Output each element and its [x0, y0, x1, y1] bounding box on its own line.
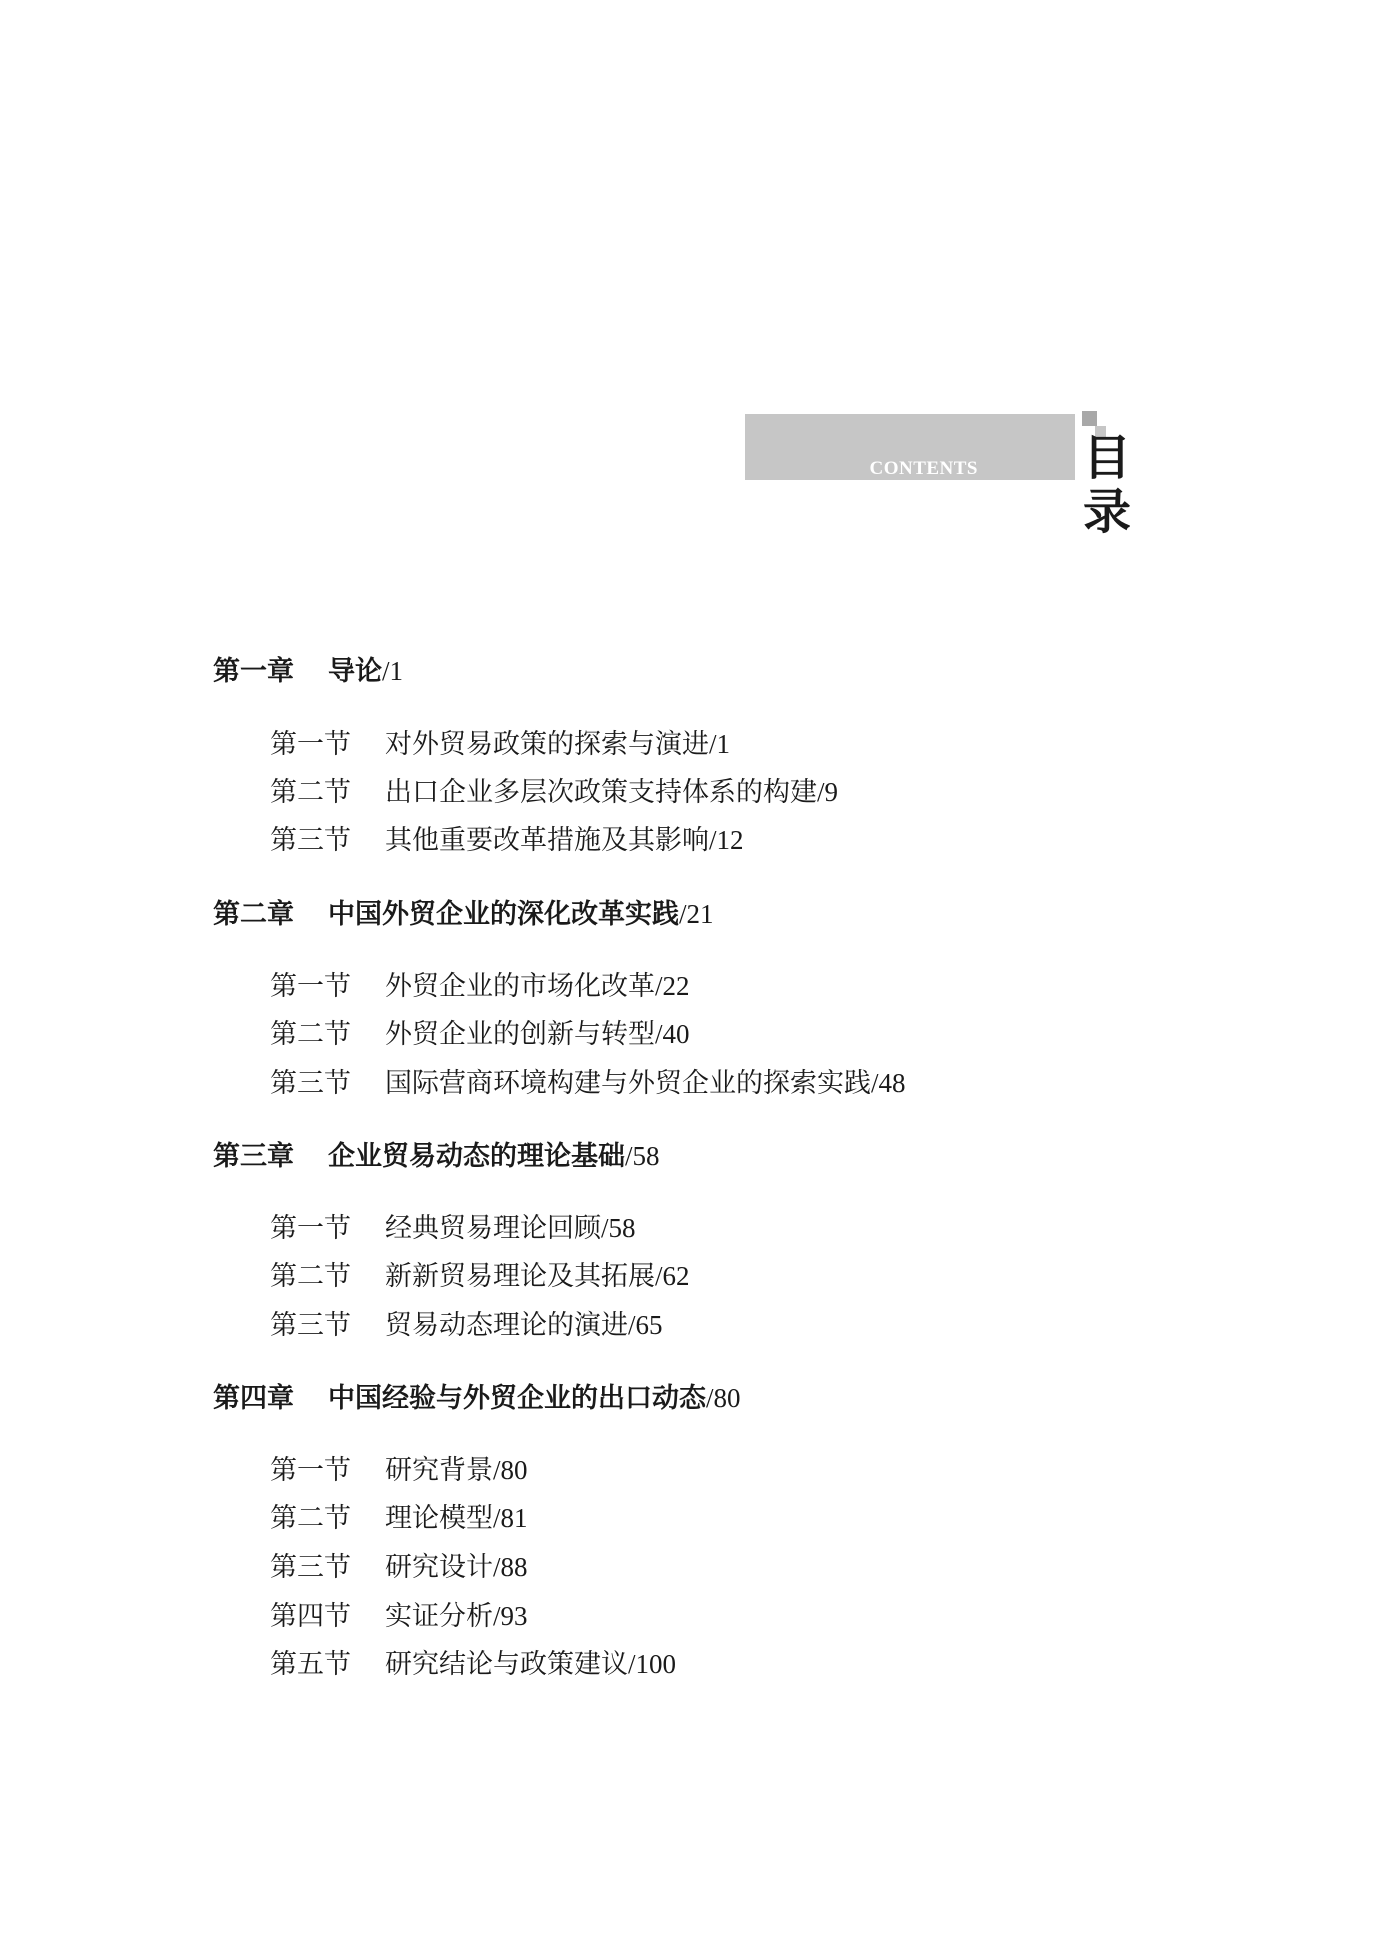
page-number: /80: [493, 1455, 528, 1485]
page-number: /93: [493, 1601, 528, 1631]
toc-header: [745, 411, 1172, 540]
section-title: 研究设计: [385, 1552, 493, 1583]
section-number: 第四节: [270, 1601, 351, 1632]
section-number: 第一节: [270, 971, 351, 1002]
page-number: /40: [655, 1019, 690, 1049]
section-number: 第一节: [270, 729, 351, 760]
section-title: 对外贸易政策的探索与演进: [385, 729, 709, 760]
section-number: 第一节: [270, 1213, 351, 1244]
page-number: /58: [601, 1213, 636, 1243]
section-number: 第二节: [270, 1261, 351, 1292]
toc-chapter-entry[interactable]: [213, 1140, 660, 1173]
page-number: /81: [493, 1503, 528, 1533]
section-title: 研究背景: [385, 1455, 493, 1486]
toc-chapter-entry[interactable]: [213, 1382, 741, 1415]
page-number: /65: [628, 1310, 663, 1340]
page-number: /21: [679, 899, 714, 929]
page-number: /88: [493, 1552, 528, 1582]
toc-section-entry[interactable]: [270, 1067, 906, 1100]
page-number: /48: [871, 1068, 906, 1098]
section-title: 经典贸易理论回顾: [385, 1213, 601, 1244]
decorative-square: [1082, 411, 1097, 426]
toc-section-entry[interactable]: [270, 1309, 663, 1342]
toc-chapter-entry[interactable]: [213, 898, 714, 931]
section-number: 第二节: [270, 777, 351, 808]
toc-section-entry[interactable]: [270, 824, 744, 857]
section-title: 外贸企业的创新与转型: [385, 1019, 655, 1050]
section-number: 第五节: [270, 1649, 351, 1680]
section-number: 第二节: [270, 1503, 351, 1534]
section-number: 第二节: [270, 1019, 351, 1050]
section-title: 理论模型: [385, 1503, 493, 1534]
page-number: /80: [706, 1383, 741, 1413]
section-title: 新新贸易理论及其拓展: [385, 1261, 655, 1292]
toc-section-entry[interactable]: [270, 1018, 690, 1051]
chapter-number: 第三章: [213, 1141, 294, 1172]
toc-section-entry[interactable]: [270, 1600, 528, 1633]
toc-section-entry[interactable]: [270, 728, 730, 761]
toc-section-entry[interactable]: [270, 1454, 528, 1487]
toc-section-entry[interactable]: [270, 1648, 676, 1681]
chapter-number: 第四章: [213, 1383, 294, 1414]
toc-section-entry[interactable]: [270, 1502, 528, 1535]
chapter-number: 第二章: [213, 899, 294, 930]
section-number: 第一节: [270, 1455, 351, 1486]
page-title: 目录: [1083, 430, 1132, 540]
section-title: 国际营商环境构建与外贸企业的探索实践: [385, 1068, 871, 1099]
chapter-number: 第一章: [213, 656, 294, 687]
section-title: 出口企业多层次政策支持体系的构建: [385, 777, 817, 808]
chapter-title: 导论: [328, 656, 382, 687]
chapter-title: 中国外贸企业的深化改革实践: [328, 899, 679, 930]
toc-chapter-entry[interactable]: [213, 655, 403, 688]
toc-section-entry[interactable]: [270, 1212, 636, 1245]
chapter-title: 企业贸易动态的理论基础: [328, 1141, 625, 1172]
contents-label: CONTENTS: [869, 458, 978, 479]
section-number: 第三节: [270, 825, 351, 856]
section-title: 实证分析: [385, 1601, 493, 1632]
section-title: 其他重要改革措施及其影响: [385, 825, 709, 856]
page-number: /9: [817, 777, 839, 807]
section-number: 第三节: [270, 1310, 351, 1341]
toc-section-entry[interactable]: [270, 1551, 528, 1584]
page-number: /12: [709, 825, 744, 855]
page-number: /22: [655, 971, 690, 1001]
chapter-title: 中国经验与外贸企业的出口动态: [328, 1383, 706, 1414]
page-number: /1: [382, 656, 404, 686]
toc-section-entry[interactable]: [270, 1260, 690, 1293]
header-gray-bar: [745, 414, 1075, 480]
toc-section-entry[interactable]: [270, 970, 690, 1003]
section-number: 第三节: [270, 1552, 351, 1583]
toc-section-entry[interactable]: [270, 776, 838, 809]
page-number: /62: [655, 1261, 690, 1291]
section-number: 第三节: [270, 1068, 351, 1099]
page-number: /1: [709, 729, 731, 759]
section-title: 贸易动态理论的演进: [385, 1310, 628, 1341]
page-number: /58: [625, 1141, 660, 1171]
section-title: 研究结论与政策建议: [385, 1649, 628, 1680]
page-number: /100: [628, 1649, 677, 1679]
section-title: 外贸企业的市场化改革: [385, 971, 655, 1002]
